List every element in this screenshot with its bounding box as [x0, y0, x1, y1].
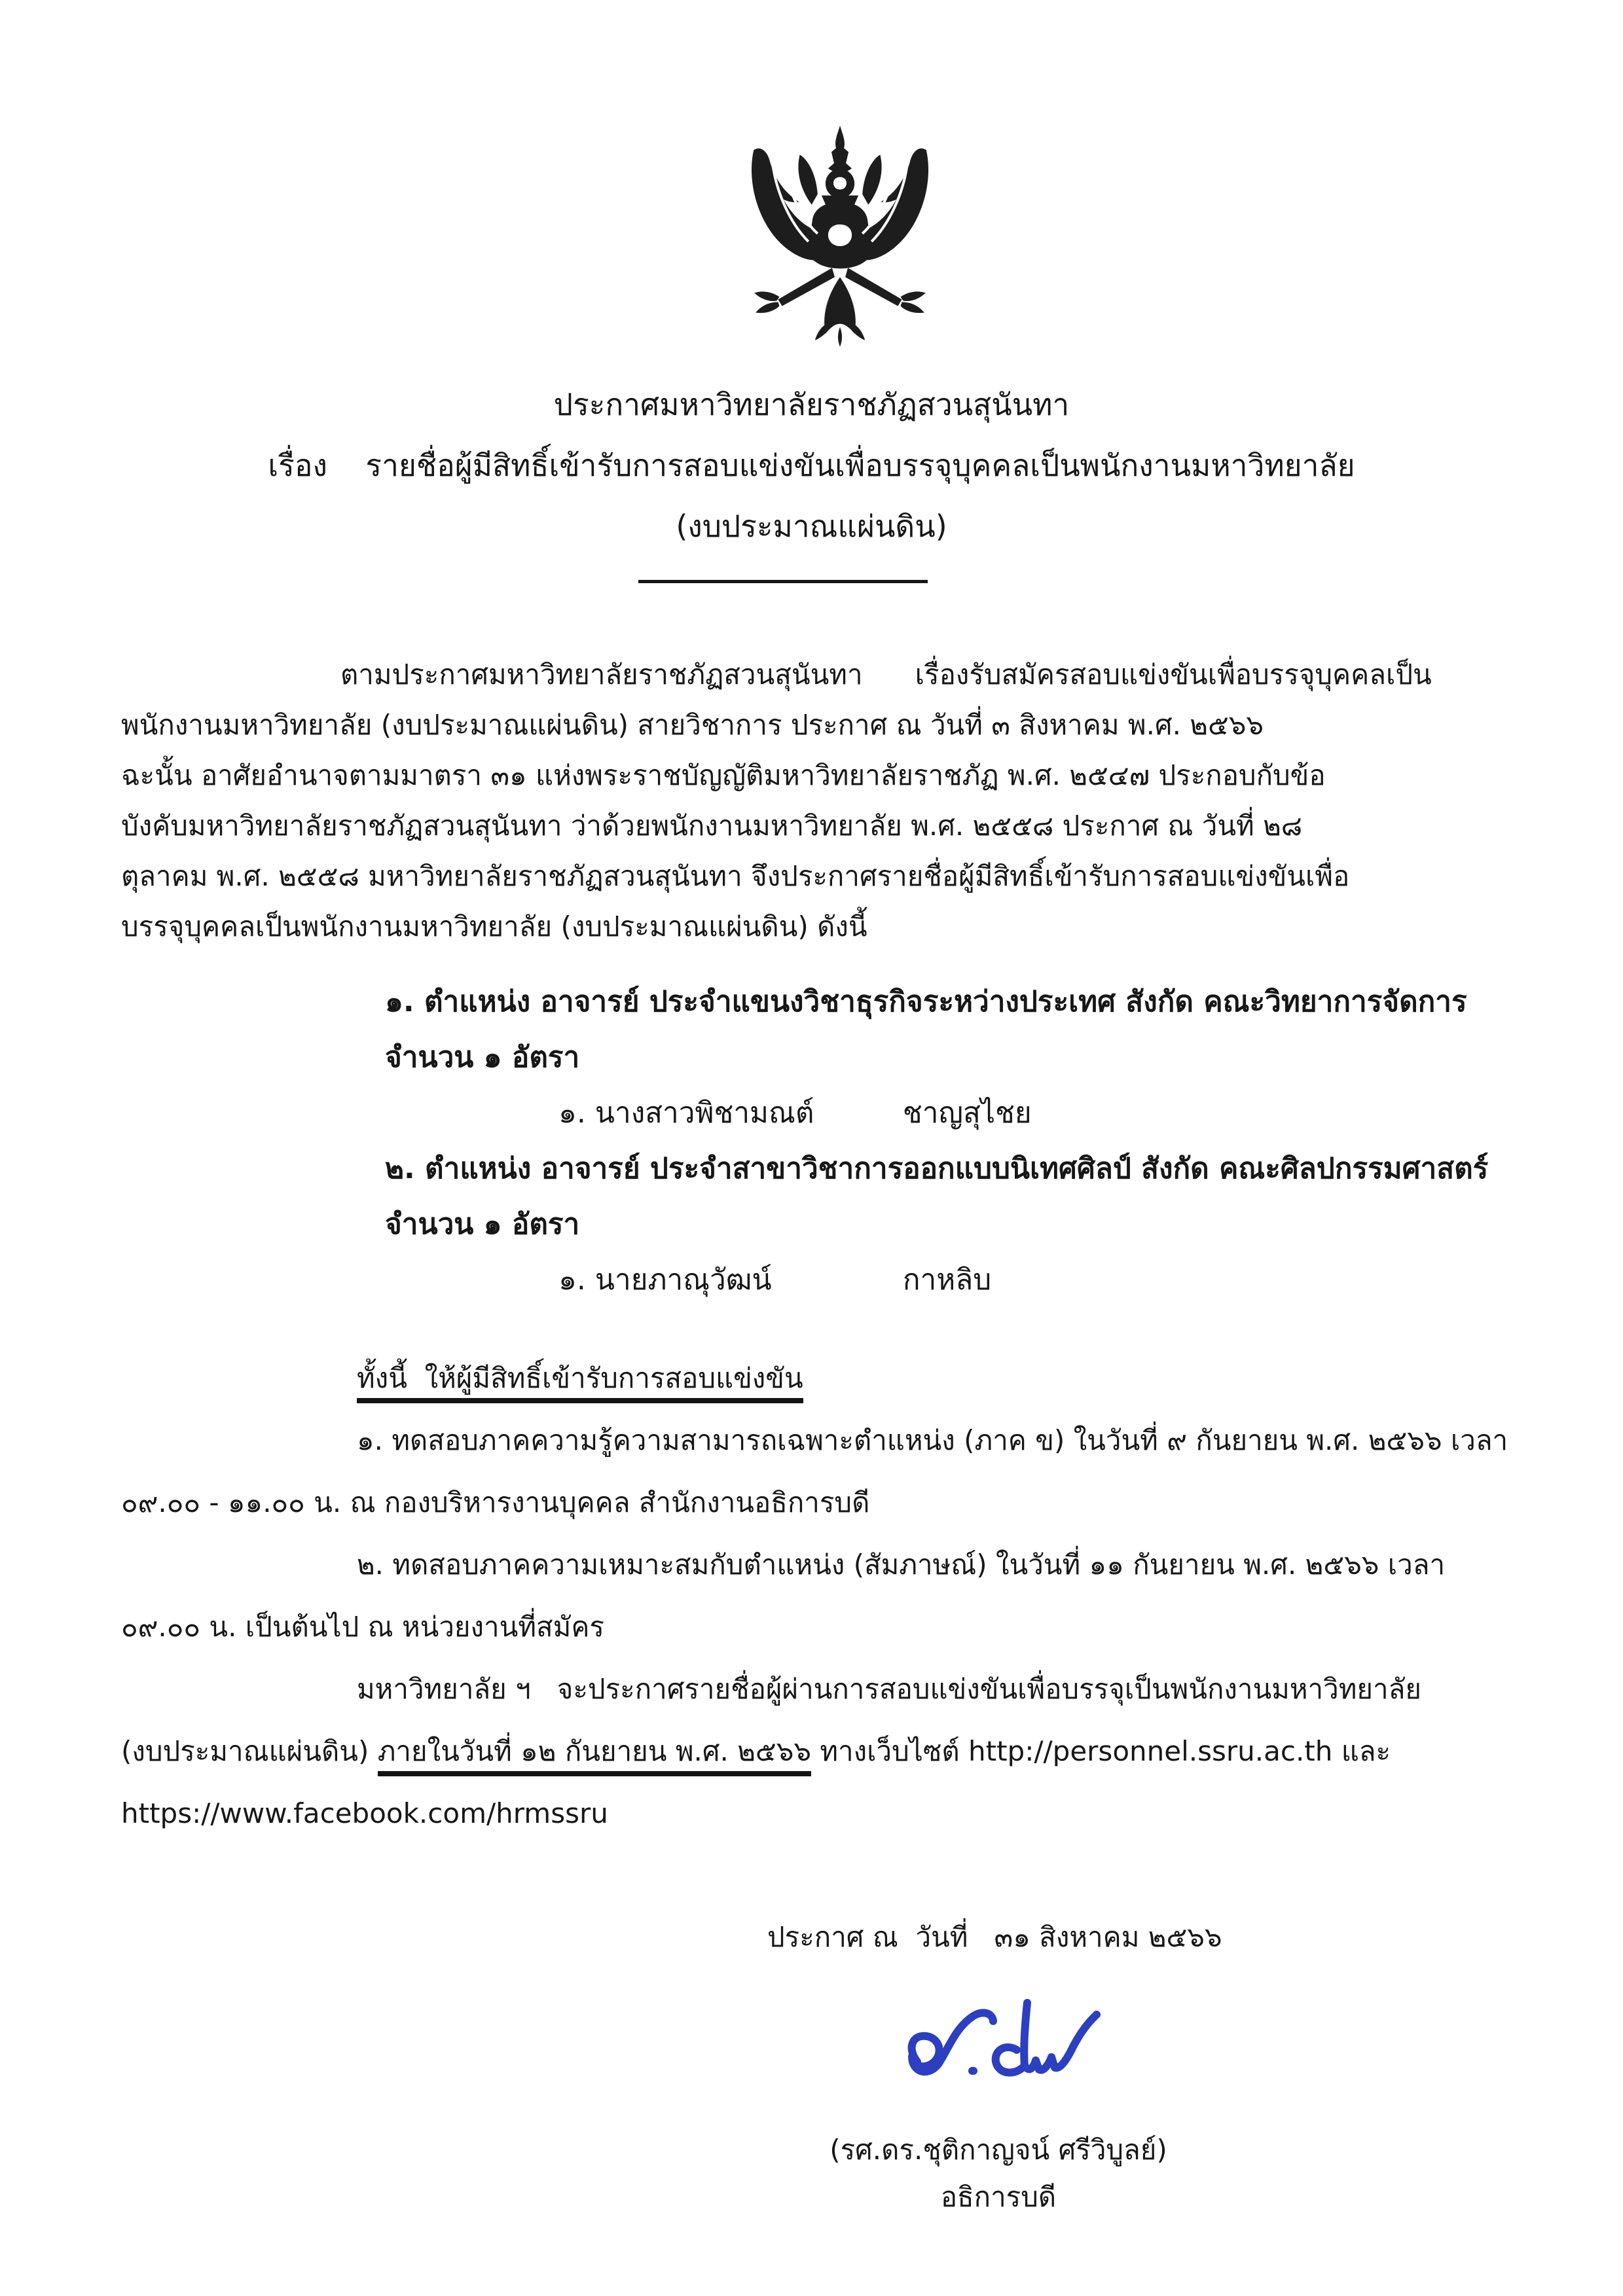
- website-url: ทางเว็บไซต์ http://personnel.ssru.ac.th และ: [811, 1735, 1391, 1767]
- subject-line: เรื่อง รายชื่อผู้มีสิทธิ์เข้ารับการสอบแข่งขันเพื่อบรรจุบุคคลเป็นพนักงานมหาวิทยาลัย: [268, 448, 1355, 483]
- document-header: [0, 374, 1623, 557]
- position-quota: จำนวน ๑ อัตรา: [385, 1208, 580, 1241]
- signer-name: (รศ.ดร.ชุติกาญจน์ ศรีวิบูลย์): [830, 2134, 1167, 2166]
- garuda-emblem: [739, 124, 941, 355]
- signer-title: อธิการบดี: [940, 2181, 1057, 2213]
- handwritten-signature: [894, 1985, 1103, 2106]
- candidate-surname: ชาญสุไชย: [902, 1096, 1032, 1130]
- candidate-surname: กาหลิบ: [902, 1263, 992, 1297]
- intro-line: ตุลาคม พ.ศ. ๒๕๕๘ มหาวิทยาลัยราชภัฏสวนสุนันทา จึงประกาศรายชื่อผู้มีสิทธิ์เข้ารับการสอบแข่งขันเพื่อ: [121, 860, 1350, 892]
- budget-type-line: (งบประมาณแผ่นดิน): [676, 509, 947, 544]
- page-title: ประกาศมหาวิทยาลัยราชภัฏสวนสุนันทา: [553, 387, 1070, 422]
- closing-line-2: (งบประมาณแผ่นดิน) ภายในวันที่ ๑๒ กันยายน พ.ศ. ๒๕๖๖ ทางเว็บไซต์ http://personnel.ssru.ac.th และ: [121, 1720, 1522, 1782]
- closing-line-1: มหาวิทยาลัย ฯ จะประกาศรายชื่อผู้ผ่านการสอบแข่งขันเพื่อบรรจุเป็นพนักงานมหาวิทยาลัย: [357, 1673, 1421, 1705]
- position-item: [385, 974, 1531, 1141]
- exam-item-2: ๒. ทดสอบภาคความเหมาะสมกับตำแหน่ง (สัมภาษณ์) ในวันที่ ๑๑ กันยายน พ.ศ. ๒๕๖๖ เวลา: [357, 1549, 1446, 1581]
- deadline-underlined: ภายในวันที่ ๑๒ กันยายน พ.ศ. ๒๕๖๖: [378, 1735, 811, 1776]
- instructions-heading: ทั้งนี้ ให้ผู้มีสิทธิ์เข้ารับการสอบแข่งขัน: [121, 1347, 1522, 1409]
- position-heading: ๑. ตำแหน่ง อาจารย์ ประจำแขนงวิชาธุรกิจระหว่างประเทศ สังกัด คณะวิทยาการจัดการ: [385, 985, 1467, 1018]
- position-item: [385, 1141, 1531, 1308]
- position-quota: จำนวน ๑ อัตรา: [385, 1041, 580, 1074]
- positions-list: [385, 974, 1531, 1308]
- intro-line: ตามประกาศมหาวิทยาลัยราชภัฏสวนสุนันทา เรื่องรับสมัครสอบแข่งขันเพื่อบรรจุบุคคลเป็น: [340, 658, 1432, 691]
- announcement-date-line: ประกาศ ณ วันที่ ๓๑ สิงหาคม ๒๕๖๖: [767, 1921, 1222, 1953]
- exam-item-2-cont: ๐๙.๐๐ น. เป็นต้นไป ณ หน่วยงานที่สมัคร: [121, 1611, 604, 1643]
- position-heading: ๒. ตำแหน่ง อาจารย์ ประจำสาขาวิชาการออกแบบนิเทศศิลป์ สังกัด คณะศิลปกรรมศาสตร์: [385, 1152, 1489, 1185]
- candidate-name: นายภาณุวัฒน์: [594, 1263, 772, 1297]
- instructions-section: [121, 1347, 1522, 1844]
- candidate-row: [385, 1085, 1531, 1141]
- candidate-number: ๑.: [558, 1096, 595, 1130]
- title-divider-line: [638, 580, 928, 583]
- candidate-row: [385, 1252, 1531, 1308]
- exam-item-1: ๑. ทดสอบภาคความรู้ความสามารถเฉพาะตำแหน่ง (ภาค ข) ในวันที่ ๙ กันยายน พ.ศ. ๒๕๖๖ เวลา: [357, 1424, 1508, 1456]
- candidate-name: นางสาวพิชามณต์: [594, 1096, 814, 1130]
- signature-block: [746, 1914, 1250, 2217]
- intro-line: บรรจุบุคคลเป็นพนักงานมหาวิทยาลัย (งบประมาณแผ่นดิน) ดังนี้: [121, 910, 867, 942]
- intro-line: ฉะนั้น อาศัยอำนาจตามมาตรา ๓๑ แห่งพระราชบัญญัติมหาวิทยาลัยราชภัฏ พ.ศ. ๒๕๔๗ ประกอบกับข้อ: [121, 759, 1326, 791]
- candidate-number: ๑.: [558, 1263, 595, 1297]
- intro-paragraph: [121, 649, 1509, 952]
- facebook-url: https://www.facebook.com/hrmssru: [121, 1797, 608, 1829]
- exam-item-1-cont: ๐๙.๐๐ - ๑๑.๐๐ น. ณ กองบริหารงานบุคคล สำนักงานอธิการบดี: [121, 1486, 870, 1518]
- intro-line: บังคับมหาวิทยาลัยราชภัฏสวนสุนันทา ว่าด้วยพนักงานมหาวิทยาลัย พ.ศ. ๒๕๕๘ ประกาศ ณ วันที่ ๒๘: [121, 810, 1303, 842]
- intro-line: พนักงานมหาวิทยาลัย (งบประมาณแผ่นดิน) สายวิชาการ ประกาศ ณ วันที่ ๓ สิงหาคม พ.ศ. ๒๕๖๖: [121, 709, 1264, 741]
